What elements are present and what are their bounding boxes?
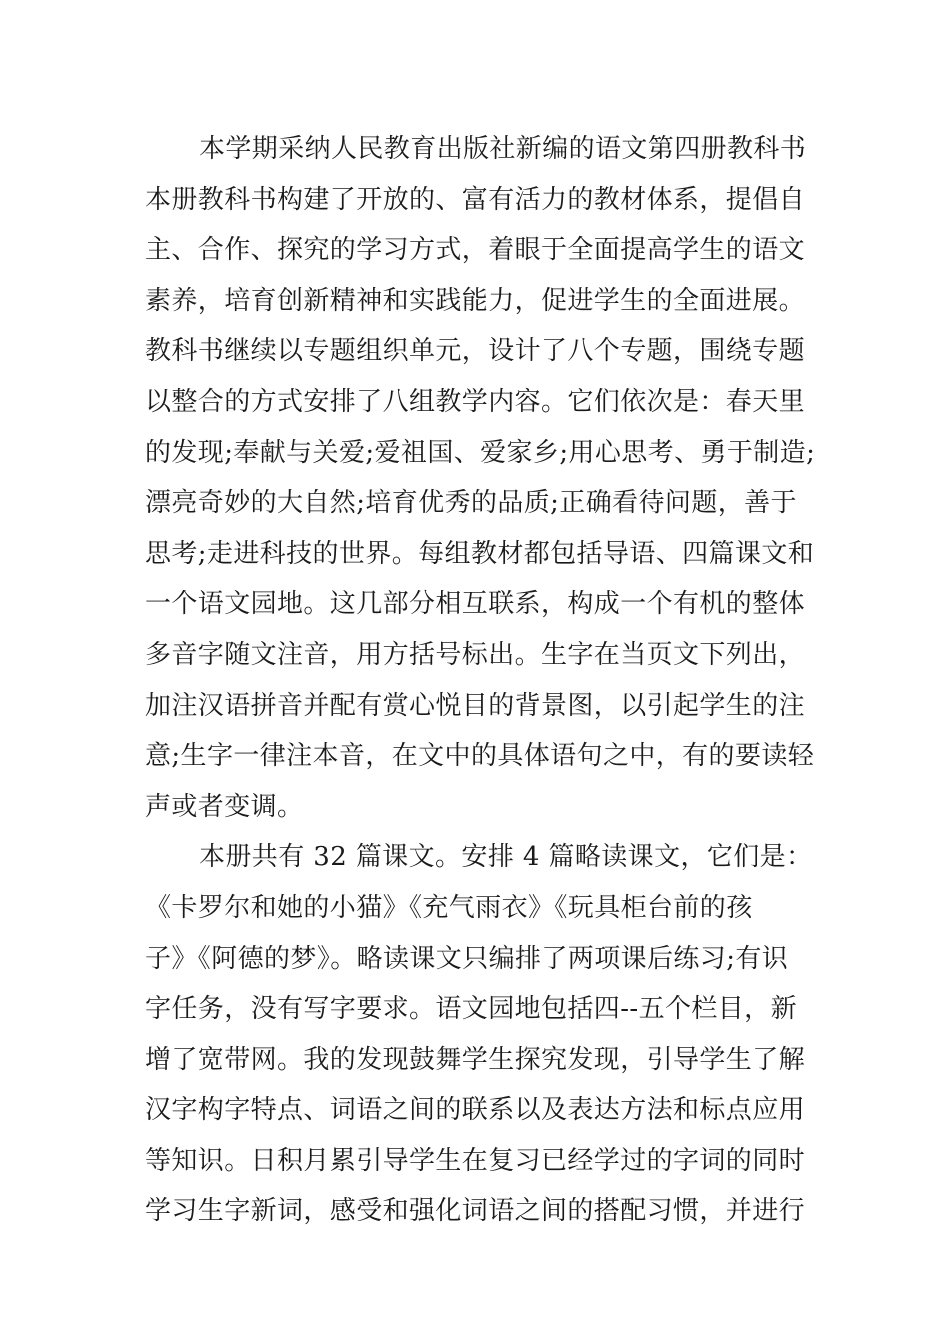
text-line: 本册教科书构建了开放的、富有活力的教材体系，提倡自 — [145, 184, 806, 215]
paragraph-1 — [145, 124, 825, 832]
document-body — [145, 124, 825, 1237]
text-line: 字任务，没有写字要求。语文园地包括四--五个栏目，新 — [145, 994, 797, 1025]
text-line: 素养，培育创新精神和实践能力，促进学生的全面进展。 — [145, 285, 806, 316]
text-line: 《卡罗尔和她的小猫》《充气雨衣》《玩具柜台前的孩 — [145, 892, 753, 923]
text-line: 漂亮奇妙的大自然;培育优秀的品质;正确看待问题，善于 — [145, 488, 797, 519]
text-line: 本学期采纳人民教育出版社新编的语文第四册教科书 — [199, 134, 807, 164]
paragraph-2 — [145, 832, 825, 1237]
text-line: 汉字构字特点、词语之间的联系以及表达方法和标点应用 — [145, 1095, 806, 1126]
text-line: 多音字随文注音，用方括号标出。生字在当页文下列出， — [145, 639, 806, 670]
text-line: 学习生字新词，感受和强化词语之间的搭配习惯，并进行 — [145, 1196, 806, 1227]
text-line: 加注汉语拼音并配有赏心悦目的背景图，以引起学生的注 — [145, 690, 806, 721]
text-line: 教科书继续以专题组织单元，设计了八个专题，围绕专题 — [145, 336, 806, 367]
text-line: 增了宽带网。我的发现鼓舞学生探究发现，引导学生了解 — [145, 1044, 806, 1075]
text-line: 意;生字一律注本音，在文中的具体语句之中，有的要读轻 — [145, 741, 815, 772]
text-line: 思考;走进科技的世界。每组教材都包括导语、四篇课文和 — [145, 538, 815, 569]
text-line: 以整合的方式安排了八组教学内容。它们依次是：春天里 — [145, 386, 806, 417]
text-line: 一个语文园地。这几部分相互联系，构成一个有机的整体 — [145, 589, 806, 620]
text-line: 声或者变调。 — [145, 791, 304, 822]
text-line: 子》《阿德的梦》。略读课文只编排了两项课后练习;有识 — [145, 943, 789, 974]
text-line: 等知识。日积月累引导学生在复习已经学过的字词的同时 — [145, 1145, 806, 1176]
text-line: 本册共有 32 篇课文。安排 4 篇略读课文，它们是： — [199, 842, 813, 873]
text-line: 的发现;奉献与关爱;爱祖国、爱家乡;用心思考、勇于制造; — [145, 437, 816, 468]
text-line: 主、合作、探究的学习方式，着眼于全面提高学生的语文 — [145, 235, 806, 266]
